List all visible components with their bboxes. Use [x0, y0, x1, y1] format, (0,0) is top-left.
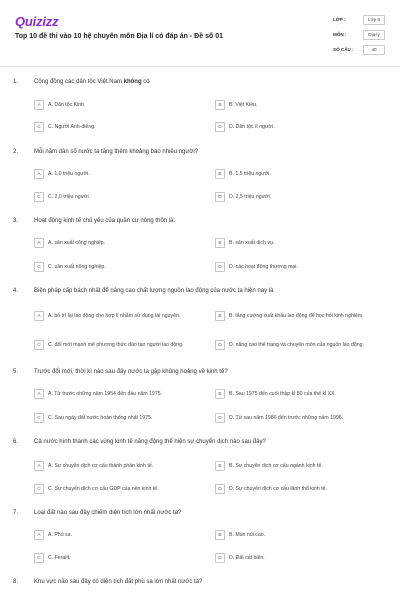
option-c[interactable] [34, 119, 209, 135]
option-b[interactable] [215, 527, 390, 543]
question-text: Loại đất nào sau đây chiếm diện tích lớn nhất nước ta? [34, 510, 182, 516]
option-letter: A [34, 311, 44, 321]
option-text: C. Sự chuyển dịch cơ cấu GDP của nền kinh tế. [48, 485, 159, 492]
option-c[interactable] [34, 189, 209, 205]
option-letter: B [215, 311, 225, 321]
question-text: Hoạt động kinh tế chủ yếu của quần cư nông thôn là: [34, 218, 176, 224]
question-text: Cộng đồng các dân tộc Việt Nam không có [34, 79, 150, 85]
option-letter: B [215, 461, 225, 471]
option-letter: B [215, 389, 225, 399]
option-text: A. Từ trước những năm 1954 đến đầu năm 1975. [48, 390, 163, 397]
option-text: A. Phù sa. [48, 531, 72, 538]
option-b[interactable] [215, 386, 390, 402]
option-letter: A [34, 100, 44, 110]
option-b[interactable] [215, 166, 390, 182]
option-c[interactable] [34, 410, 209, 426]
option-d[interactable] [215, 550, 390, 566]
question-text: Khu vực nào sau đây có diện tích đất phù sa lớn nhất nước ta? [34, 579, 203, 585]
option-text: D. các hoạt động thương mại. [229, 263, 298, 270]
option-d[interactable] [215, 119, 390, 135]
option-a[interactable] [34, 166, 209, 182]
header-divider [0, 66, 400, 67]
option-b[interactable] [215, 458, 390, 474]
option-letter: C [34, 484, 44, 494]
option-d[interactable] [215, 410, 390, 426]
option-d[interactable] [215, 481, 390, 497]
question-number: 7. [13, 510, 19, 516]
option-text: D. 2,5 triệu người. [229, 193, 272, 200]
meta-label: SỐ CÂU : [333, 47, 354, 52]
option-text: B. sản xuất dịch vụ. [229, 239, 275, 246]
meta-label: LỚP : [333, 17, 346, 22]
question-text: Biện pháp cấp bách nhất để nâng cao chất lượng nguồn lao động của nước ta hiện nay là [34, 288, 274, 294]
option-text: C. Feralit. [48, 554, 71, 561]
option-letter: D [215, 413, 225, 423]
option-letter: C [34, 122, 44, 132]
question-number: 1. [13, 79, 19, 85]
question-number: 2. [13, 149, 19, 155]
option-letter: B [215, 100, 225, 110]
question-number: 5. [13, 369, 19, 375]
option-b[interactable] [215, 305, 390, 327]
meta-value: 40 [363, 45, 385, 55]
option-letter: C [34, 262, 44, 272]
option-c[interactable] [34, 259, 209, 275]
option-text: B. Việt Kiều. [229, 101, 258, 108]
question-text: Mỗi năm dân số nước ta tăng thêm khoảng bao nhiêu người? [34, 149, 199, 155]
option-a[interactable] [34, 458, 209, 474]
option-text: C. 2,0 triệu người. [48, 193, 91, 200]
option-letter: D [215, 122, 225, 132]
option-letter: A [34, 530, 44, 540]
option-text: A. Sự chuyển dịch cơ cấu thành phần kinh tế. [48, 462, 154, 469]
option-text: A. 1,0 triệu người. [48, 170, 90, 177]
option-text: A. Dân tộc Kinh. [48, 101, 86, 108]
option-b[interactable] [215, 97, 390, 113]
question-number: 8. [13, 579, 19, 585]
option-letter: D [215, 262, 225, 272]
option-d[interactable] [215, 259, 390, 275]
option-d[interactable] [215, 334, 390, 356]
option-c[interactable] [34, 481, 209, 497]
meta-row-count [333, 43, 390, 56]
question-number: 3. [13, 218, 19, 224]
question-number: 6. [13, 439, 19, 445]
option-letter: A [34, 389, 44, 399]
question-text: Cả nước hình thành các vùng kinh tế năng động thể hiện sự chuyển dịch nào sau đây? [34, 439, 266, 445]
option-letter: B [215, 169, 225, 179]
option-text: B. tăng cường xuất khẩu lao động để học hỏi kinh nghiệm. [229, 312, 364, 319]
meta-value: Địa lý [363, 30, 385, 40]
page-title: Top 10 đề thi vào 10 hệ chuyên môn Địa lí có đáp án - Đề số 01 [15, 33, 223, 40]
option-text: C. Sau ngày đất nước hoàn thống nhất 1975. [48, 414, 153, 421]
option-letter: C [34, 413, 44, 423]
option-text: D. nâng cao thể trạng và chuyên môn của nguồn lao động. [229, 341, 364, 348]
option-letter: D [215, 484, 225, 494]
option-a[interactable] [34, 386, 209, 402]
option-letter: B [215, 530, 225, 540]
option-a[interactable] [34, 97, 209, 113]
question-number: 4. [13, 288, 19, 294]
option-text: B. Mùn núi cao. [229, 531, 266, 538]
option-letter: B [215, 238, 225, 248]
option-c[interactable] [34, 550, 209, 566]
quizizz-logo: Quizizz [15, 14, 59, 29]
option-text: C. đổi mới mạnh mẽ phương thức đào tạo người lao động. [48, 341, 184, 348]
option-text: A. bố trí lại lao động cho hợp lí nhằm sử dụng tài nguyên. [48, 312, 181, 319]
option-text: B. Sau 1975 đến cuối thập kỉ 80 của thế kỉ XX. [229, 390, 336, 397]
option-letter: A [34, 238, 44, 248]
option-d[interactable] [215, 189, 390, 205]
meta-label: MÔN : [333, 32, 347, 37]
option-letter: A [34, 461, 44, 471]
option-letter: C [34, 192, 44, 202]
question-text: Trước đổi mới, thời kì nào sau đây nước ta gặp khủng hoảng về kinh tế? [34, 369, 228, 375]
option-text: D. Từ sau năm 1986 đến trước những năm 1996. [229, 414, 344, 421]
option-text: C. Người Anh-điêng. [48, 123, 96, 130]
option-text: D. Sự chuyển dịch cơ cấu lãnh thổ kinh tế. [229, 485, 327, 492]
option-text: D. Đất cát biển. [229, 554, 265, 561]
option-letter: D [215, 553, 225, 563]
option-text: C. sản xuất nông nghiệp. [48, 263, 106, 270]
option-letter: D [215, 192, 225, 202]
option-a[interactable] [34, 305, 209, 327]
option-letter: C [34, 340, 44, 350]
option-a[interactable] [34, 527, 209, 543]
option-letter: D [215, 340, 225, 350]
header [0, 0, 400, 66]
option-text: A. sản xuất công nghiệp. [48, 239, 106, 246]
option-letter: C [34, 553, 44, 563]
meta-row-subject [333, 28, 390, 41]
meta-panel [333, 13, 390, 58]
option-text: B. 1,5 triệu người. [229, 170, 271, 177]
option-text: B. Sự chuyển dịch cơ cấu ngành kinh tế. [229, 462, 323, 469]
meta-value: Lớp 9 [363, 15, 385, 25]
option-c[interactable] [34, 334, 209, 356]
meta-row-grade [333, 13, 390, 26]
option-letter: A [34, 169, 44, 179]
option-a[interactable] [34, 235, 209, 251]
option-b[interactable] [215, 235, 390, 251]
option-text: D. Dân tộc ít người. [229, 123, 275, 130]
